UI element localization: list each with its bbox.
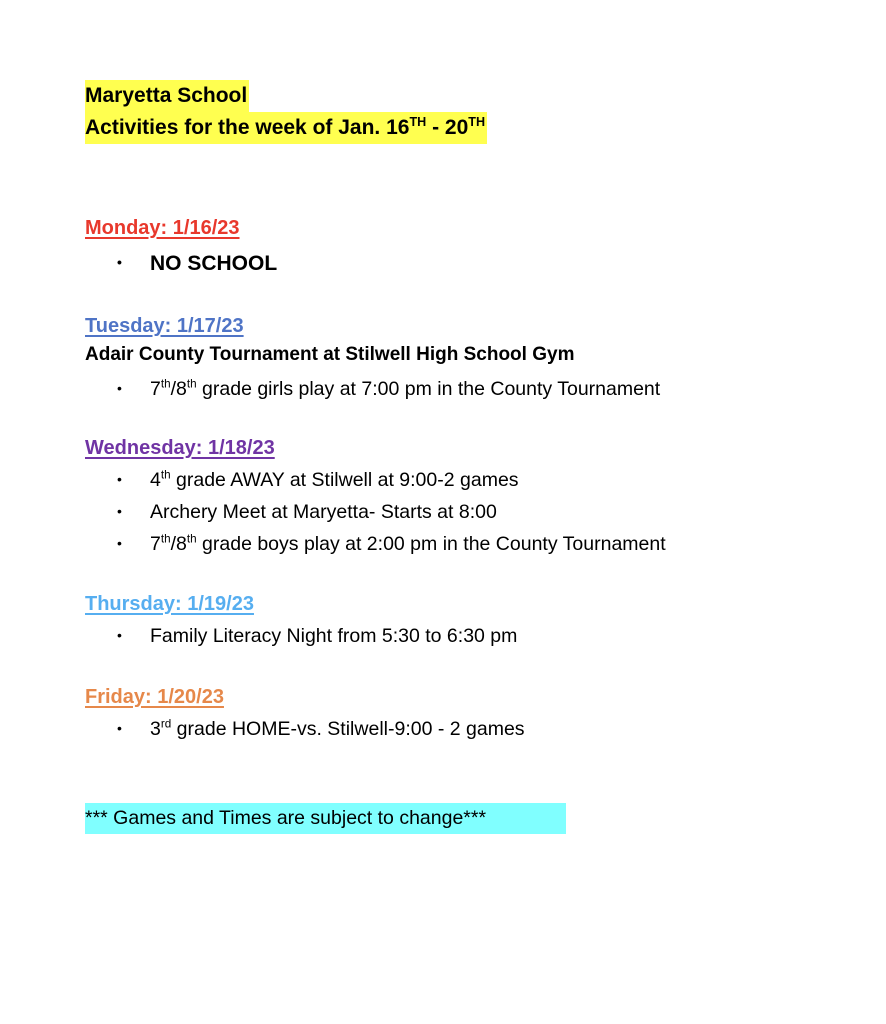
item-text: Family Literacy Night from 5:30 to 6:30 pm <box>150 625 518 647</box>
item-text: 7 <box>150 378 161 400</box>
wednesday-heading: Wednesday: 1/18/23 <box>85 437 275 459</box>
bullet-icon: • <box>117 379 122 396</box>
item-text: NO SCHOOL <box>150 252 278 275</box>
bullet-icon: • <box>117 502 122 519</box>
subtitle-text: Activities for the week of Jan. 16 <box>85 116 410 139</box>
list-item <box>117 376 660 403</box>
list-item <box>117 467 519 494</box>
subtitle-text: - 20 <box>426 116 469 139</box>
thursday-heading: Thursday: 1/19/23 <box>85 593 254 615</box>
item-text: 7 <box>150 533 161 555</box>
bullet-icon: • <box>117 254 122 271</box>
tuesday-heading: Tuesday: 1/17/23 <box>85 315 244 337</box>
tuesday-subheading: Adair County Tournament at Stilwell High School Gym <box>85 344 575 365</box>
item-text: Archery Meet at Maryetta- Starts at 8:00 <box>150 501 497 523</box>
list-item <box>117 499 497 526</box>
schedule-change-note: *** Games and Times are subject to change*** <box>85 803 566 834</box>
list-item <box>117 623 517 650</box>
item-text: grade boys play at 2:00 pm in the County Tournament <box>196 533 666 555</box>
week-subtitle <box>85 112 487 144</box>
ordinal-suffix: th <box>160 532 171 546</box>
ordinal-suffix: TH <box>409 115 427 129</box>
ordinal-suffix: th <box>186 532 197 546</box>
bullet-icon: • <box>117 534 122 551</box>
list-item <box>117 251 277 277</box>
friday-heading: Friday: 1/20/23 <box>85 686 224 708</box>
document-title <box>85 80 487 144</box>
item-text: 3 <box>150 718 161 740</box>
list-item <box>117 716 525 743</box>
bullet-icon: • <box>117 719 122 736</box>
monday-heading: Monday: 1/16/23 <box>85 217 240 239</box>
bullet-icon: • <box>117 626 122 643</box>
ordinal-suffix: th <box>160 468 171 482</box>
item-text: 4 <box>150 469 161 491</box>
bullet-icon: • <box>117 470 122 487</box>
item-text: grade AWAY at Stilwell at 9:00-2 games <box>170 469 519 491</box>
item-text: /8 <box>170 533 187 555</box>
list-item <box>117 531 666 558</box>
item-text: grade HOME-vs. Stilwell-9:00 - 2 games <box>171 718 525 740</box>
item-text: grade girls play at 7:00 pm in the County Tournament <box>196 378 661 400</box>
ordinal-suffix: th <box>186 377 197 391</box>
ordinal-suffix: th <box>160 377 171 391</box>
ordinal-suffix: rd <box>160 717 172 731</box>
item-text: /8 <box>170 378 187 400</box>
ordinal-suffix: TH <box>468 115 486 129</box>
school-name: Maryetta School <box>85 80 249 112</box>
